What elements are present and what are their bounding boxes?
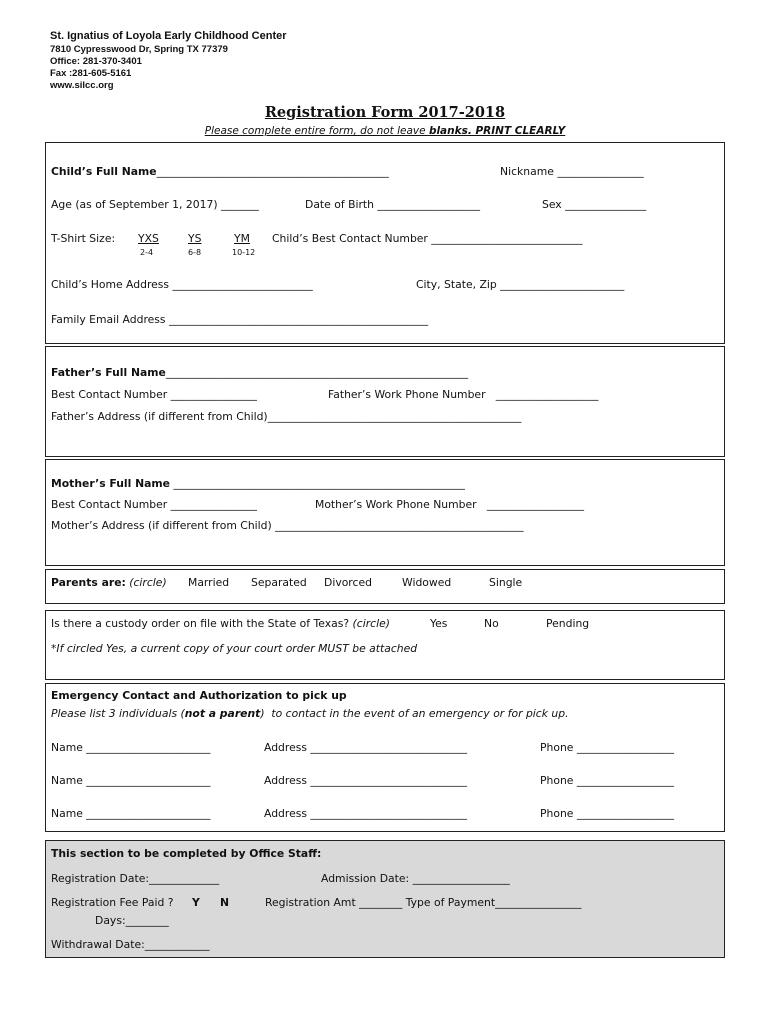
father-full-name-line: ________________________________________________________ bbox=[165, 366, 469, 379]
child-age-field[interactable]: Age (as of September 1, 2017) _______ bbox=[51, 198, 259, 211]
registration-amount-payment-field[interactable]: Registration Amt ________ Type of Payment________________ bbox=[265, 896, 582, 909]
child-sex-field[interactable]: Sex _______________ bbox=[542, 198, 647, 211]
tshirt-range-yxs: 2-4 bbox=[140, 248, 154, 257]
custody-option-no[interactable]: No bbox=[484, 617, 499, 630]
mother-address-field[interactable]: Mother’s Address (if different from Child) ______________________________________________ bbox=[51, 519, 524, 532]
parents-option-single[interactable]: Single bbox=[489, 576, 523, 589]
parents-option-widowed[interactable]: Widowed bbox=[402, 576, 452, 589]
mother-section bbox=[45, 459, 725, 566]
emergency-address-field-2[interactable]: Address _____________________________ bbox=[264, 774, 467, 787]
emergency-title: Emergency Contact and Authorization to pick up bbox=[51, 689, 347, 702]
emergency-phone-field-3[interactable]: Phone __________________ bbox=[540, 807, 675, 820]
days-field[interactable]: Days:________ bbox=[95, 914, 169, 927]
custody-question bbox=[51, 617, 390, 630]
parents-label bbox=[51, 576, 167, 589]
emergency-instr-pre: Please list 3 individuals ( bbox=[51, 707, 185, 720]
org-name: St. Ignatius of Loyola Early Childhood Center bbox=[50, 30, 287, 42]
org-website: www.silcc.org bbox=[50, 80, 114, 91]
emergency-name-field-2[interactable]: Name _______________________ bbox=[51, 774, 211, 787]
child-home-address-field[interactable]: Child’s Home Address __________________________ bbox=[51, 278, 313, 291]
org-office-phone: Office: 281-370-3401 bbox=[50, 56, 142, 67]
withdrawal-date-field[interactable]: Withdrawal Date:____________ bbox=[51, 938, 210, 951]
mother-work-phone-field[interactable]: Mother’s Work Phone Number __________________ bbox=[315, 498, 585, 511]
form-subtitle bbox=[0, 125, 770, 137]
form-title: Registration Form 2017-2018 bbox=[264, 104, 506, 121]
child-dob-field[interactable]: Date of Birth ___________________ bbox=[305, 198, 481, 211]
tshirt-size-ym[interactable]: YM bbox=[234, 232, 250, 245]
emergency-phone-field-1[interactable]: Phone __________________ bbox=[540, 741, 675, 754]
child-contact-field[interactable]: Child’s Best Contact Number ____________________________ bbox=[272, 232, 583, 245]
mother-full-name-label: Mother’s Full Name bbox=[51, 477, 170, 490]
father-full-name-label: Father’s Full Name bbox=[51, 366, 166, 379]
child-city-state-zip-field[interactable]: City, State, Zip _______________________ bbox=[416, 278, 625, 291]
emergency-instr-bold: not a parent bbox=[184, 707, 261, 720]
child-full-name-line: ___________________________________________ bbox=[156, 165, 389, 178]
emergency-instr-post: ) to contact in the event of an emergency or for pick up. bbox=[260, 707, 569, 720]
fee-paid-label: Registration Fee Paid ? bbox=[51, 896, 174, 909]
parents-option-separated[interactable]: Separated bbox=[251, 576, 307, 589]
fee-paid-no[interactable]: N bbox=[220, 896, 230, 909]
tshirt-size-label: T-Shirt Size: bbox=[51, 232, 116, 245]
father-full-name-field[interactable] bbox=[51, 366, 468, 379]
tshirt-range-ys: 6-8 bbox=[188, 248, 202, 257]
emergency-address-field-1[interactable]: Address _____________________________ bbox=[264, 741, 467, 754]
custody-option-yes[interactable]: Yes bbox=[430, 617, 448, 630]
subtitle-bold: blanks. PRINT CLEARLY bbox=[428, 125, 566, 137]
emergency-name-field-1[interactable]: Name _______________________ bbox=[51, 741, 211, 754]
admission-date-field[interactable]: Admission Date: __________________ bbox=[321, 872, 510, 885]
father-address-field[interactable]: Father’s Address (if different from Child)_______________________________________________ bbox=[51, 410, 522, 423]
mother-contact-field[interactable]: Best Contact Number ________________ bbox=[51, 498, 257, 511]
family-email-field[interactable]: Family Email Address ________________________________________________ bbox=[51, 313, 429, 326]
mother-full-name-field[interactable] bbox=[51, 477, 465, 490]
office-title: This section to be completed by Office Staff: bbox=[51, 847, 322, 860]
org-address: 7810 Cypresswood Dr, Spring TX 77379 bbox=[50, 44, 228, 55]
parents-label-text: Parents are: bbox=[51, 576, 126, 589]
father-contact-field[interactable]: Best Contact Number ________________ bbox=[51, 388, 257, 401]
custody-option-pending[interactable]: Pending bbox=[546, 617, 590, 630]
father-section bbox=[45, 346, 725, 457]
emergency-name-field-3[interactable]: Name _______________________ bbox=[51, 807, 211, 820]
child-full-name-field[interactable] bbox=[51, 165, 389, 178]
emergency-phone-field-2[interactable]: Phone __________________ bbox=[540, 774, 675, 787]
registration-date-field[interactable]: Registration Date:_____________ bbox=[51, 872, 220, 885]
emergency-instructions bbox=[51, 707, 569, 720]
parents-circle-hint: (circle) bbox=[129, 576, 167, 589]
custody-note: *If circled Yes, a current copy of your court order MUST be attached bbox=[51, 642, 418, 655]
emergency-address-field-3[interactable]: Address _____________________________ bbox=[264, 807, 467, 820]
tshirt-size-ys[interactable]: YS bbox=[188, 232, 202, 245]
tshirt-size-yxs[interactable]: YXS bbox=[138, 232, 159, 245]
parents-option-divorced[interactable]: Divorced bbox=[324, 576, 372, 589]
child-nickname-field[interactable]: Nickname ________________ bbox=[500, 165, 644, 178]
father-work-phone-field[interactable]: Father’s Work Phone Number ___________________ bbox=[328, 388, 599, 401]
mother-full-name-line: ______________________________________________________ bbox=[173, 477, 465, 490]
parents-option-married[interactable]: Married bbox=[188, 576, 230, 589]
fee-paid-yes[interactable]: Y bbox=[192, 896, 200, 909]
custody-question-text: Is there a custody order on file with the State of Texas? bbox=[51, 617, 350, 630]
subtitle-text: Please complete entire form, do not leave bbox=[204, 125, 429, 137]
custody-circle-hint: (circle) bbox=[352, 617, 390, 630]
child-full-name-label: Child’s Full Name bbox=[51, 165, 157, 178]
org-fax: Fax :281-605-5161 bbox=[50, 68, 132, 79]
tshirt-range-ym: 10-12 bbox=[232, 248, 256, 257]
